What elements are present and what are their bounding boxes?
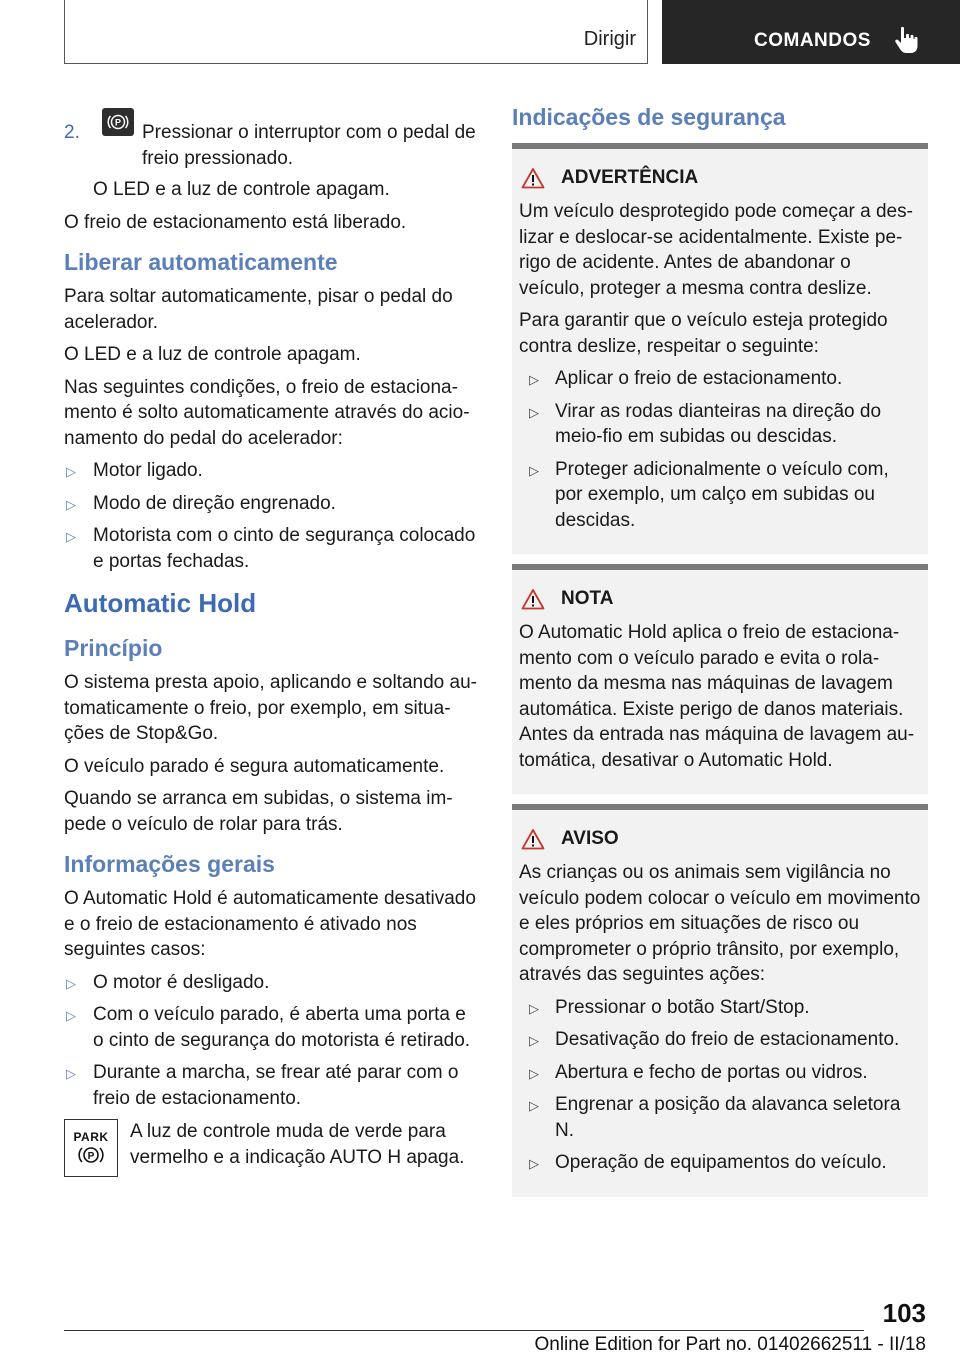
caution-box bbox=[512, 804, 928, 1197]
paragraph: Para soltar automaticamente, pisar o pedal do acelerador. bbox=[64, 286, 453, 333]
section-title: Dirigir bbox=[583, 28, 636, 50]
step-number: 2. bbox=[64, 122, 80, 143]
list-item: ▷ Aplicar o freio de estacionamento. bbox=[529, 368, 843, 389]
heading-principio: Princípio bbox=[64, 635, 163, 661]
paragraph: O veículo parado é segura automaticamente. bbox=[64, 755, 445, 777]
list-item: ▷ Virar as rodas dianteiras na direção do meio-fio em subidas ou descidas. bbox=[529, 400, 882, 447]
list-item: ▷ Proteger adicionalmente o veículo com, por exemplo, um calço em subidas ou descidas. bbox=[529, 458, 889, 531]
paragraph: Nas seguintes condições, o freio de estacionamento é solto automaticamente através do acionamento do pedal do acelerador: bbox=[64, 376, 470, 449]
list-item: ▷ Pressionar o botão Start/Stop. bbox=[529, 996, 810, 1018]
pointing-hand-icon bbox=[894, 26, 920, 54]
conditions-list bbox=[64, 458, 480, 574]
warning-title: ADVERTÊNCIA bbox=[519, 167, 921, 189]
note-box bbox=[512, 564, 928, 794]
heading-informacoes: Informações gerais bbox=[64, 851, 275, 877]
paragraph: O freio de estacionamento está liberado. bbox=[64, 211, 407, 233]
caution-title: AVISO bbox=[519, 828, 921, 850]
heading-liberar: Liberar automaticamente bbox=[64, 249, 338, 275]
heading-automatic-hold: Automatic Hold bbox=[64, 588, 257, 618]
note-title: NOTA bbox=[519, 588, 921, 610]
paragraph: O Automatic Hold aplica o freio de estacionamento com o veículo parado e evita o rolamento da mesma nas máquinas de lavagem automática. Existe perigo de danos materiais. Antes da entrada nas máquina de lavagem automática, desativar o Automatic Hold. bbox=[519, 622, 915, 771]
warning-triangle-icon bbox=[521, 167, 545, 189]
list-item: ▷ Abertura e fecho de portas ou vidros. bbox=[529, 1061, 868, 1083]
parking-brake-switch-icon bbox=[102, 108, 134, 136]
list-item: ▷ Motorista com o cinto de segurança colocado e portas fechadas. bbox=[66, 525, 476, 572]
right-column bbox=[512, 100, 928, 1207]
warning-triangle-icon bbox=[521, 828, 545, 850]
cases-list bbox=[64, 970, 480, 1112]
footer-edition: Online Edition for Part no. 01402662511 - II/18 bbox=[534, 1334, 926, 1355]
warning-list bbox=[519, 366, 921, 533]
paragraph: O sistema presta apoio, aplicando e soltando automaticamente o freio, por exemplo, em situações de Stop&Go. bbox=[64, 672, 477, 744]
step-text: Pressionar o interruptor com o pedal de freio pressionado. bbox=[142, 122, 476, 169]
chapter-title: COMANDOS bbox=[754, 30, 871, 51]
paragraph: O LED e a luz de controle apagam. bbox=[64, 344, 361, 365]
footer-divider bbox=[64, 1330, 864, 1331]
list-item: ▷ Modo de direção engrenado. bbox=[66, 492, 336, 514]
page-number: 103 bbox=[882, 1298, 926, 1328]
list-item: ▷ Motor ligado. bbox=[66, 460, 203, 481]
park-indicator-text: A luz de controle muda de verde para vermelho e a indicação AUTO H apaga. bbox=[130, 1121, 465, 1168]
warning-box bbox=[512, 143, 928, 554]
caution-list bbox=[519, 995, 921, 1176]
paragraph: As crianças ou os animais sem vigilância no veículo podem colocar o veículo em movimento e eles próprios em situações de risco ou comprometer o próprio trânsito, por exemplo, através das seguintes ações: bbox=[519, 862, 921, 985]
heading-seguranca: Indicações de segurança bbox=[512, 104, 786, 130]
paragraph: O Automatic Hold é automaticamente desativado e o freio de estacionamento é ativado nos seguintes casos: bbox=[64, 888, 476, 960]
svg-text:P: P bbox=[114, 117, 122, 128]
list-item: ▷ Durante a marcha, se frear até parar com o freio de estacionamento. bbox=[66, 1062, 459, 1109]
list-item: ▷ Com o veículo parado, é aberta uma porta e o cinto de segurança do motorista é retirado. bbox=[66, 1004, 471, 1051]
step-2 bbox=[64, 117, 480, 171]
paragraph: Para garantir que o veículo esteja protegido contra deslize, respeitar o seguinte: bbox=[519, 310, 888, 357]
step-sub-text: O LED e a luz de controle apagam. bbox=[93, 179, 390, 200]
list-item: ▷ Desativação do freio de estacionamento. bbox=[529, 1029, 900, 1050]
paragraph: Quando se arranca em subidas, o sistema impede o veículo de rolar para trás. bbox=[64, 788, 453, 835]
paragraph: Um veículo desprotegido pode começar a deslizar e deslocar-se acidentalmente. Existe perigo de acidente. Antes de abandonar o veículo, proteger a mesma contra deslize. bbox=[519, 201, 913, 299]
park-indicator-row bbox=[64, 1119, 480, 1177]
list-item: ▷ Engrenar a posição da alavanca seletora N. bbox=[529, 1094, 901, 1141]
chapter-tab bbox=[662, 0, 960, 64]
list-item: ▷ O motor é desligado. bbox=[66, 971, 270, 993]
warning-triangle-icon bbox=[521, 588, 545, 610]
park-indicator-icon: PARK P bbox=[64, 1119, 118, 1177]
left-column bbox=[64, 117, 480, 1177]
list-item: ▷ Operação de equipamentos do veículo. bbox=[529, 1152, 887, 1173]
svg-text:P: P bbox=[87, 1151, 95, 1162]
